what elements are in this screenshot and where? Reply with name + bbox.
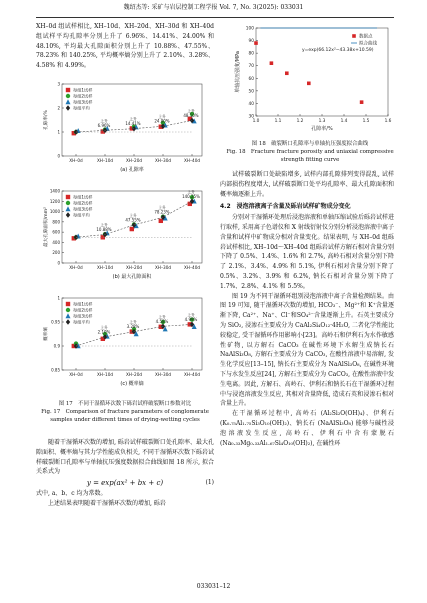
chart-17c [42,296,202,388]
annotation-percent: 4.58% [155,318,169,324]
annotation-up: 上升 [187,312,195,318]
annotation-up: 上升 [129,212,137,218]
y-axis-label: 孔隙率/% [44,110,49,130]
header-rule [36,17,394,18]
annotation-percent: 14.41% [125,121,141,127]
running-header: 魏绍杰等: 采矿与岩层控制工程学报 Vol. 7, No. 3(2025): 033031 [123,4,304,11]
y-tick-label: 40 [248,101,254,107]
x-tick-label: XH–30d [154,372,172,377]
x-tick-label: XH–40d [183,265,201,270]
y-tick-label: 60 [248,76,254,82]
data-point [285,71,289,75]
annotation-up: 上升 [158,314,166,320]
fig18-caption [224,140,396,164]
annotation-percent: 78.23% [154,209,170,215]
annotation-percent: 24.00% [154,118,170,124]
x-tick-label: 1.6 [384,119,392,124]
y-axis-label: 最大孔隙面积/mm² [44,207,49,247]
y-tick-label: 80 [248,51,254,57]
section-4-2-title: 4.2 浸泡溶液离子含量及砾岩试样矿物成分变化 [220,203,351,211]
annotation-up: 上升 [158,114,166,120]
legend-marker [66,201,70,205]
page-number: 033031–12 [196,583,231,590]
legend-marker [352,34,356,38]
left-para-4: 上述结果表明随着干湿循环次数的增加, 砾岩 [48,499,166,507]
y-tick-label: 1000 [49,209,60,215]
x-tick-label: XH–0d [69,372,83,377]
y-tick-label: 0.95 [51,319,60,325]
data-point [159,219,163,223]
y-tick-label: 1 [57,295,60,301]
legend-label: 每组3试样 [73,313,93,319]
annotation-up: 上升 [158,205,166,211]
legend-marker [66,302,70,306]
x-tick-label: 1.3 [318,119,326,124]
legend-label: 数据点 [359,34,373,40]
y-tick-label: 800 [52,219,60,225]
data-point [360,100,364,104]
y-tick-label: 100 [245,26,254,32]
legend-label: 每组平均 [73,319,90,325]
annotation-percent: 10.88% [96,226,112,232]
annotation-percent: 6.96% [97,122,111,128]
chart-18 [234,26,392,133]
x-tick-label: 1.2 [296,119,304,124]
chart-17b [42,189,202,281]
y-tick-label: 2 [57,105,60,111]
x-tick-label: 1.4 [340,119,348,124]
y-tick-label: 0 [57,260,60,266]
fig17-caption [36,400,214,424]
legend-marker [66,195,70,199]
legend-marker [66,94,70,98]
y-tick-label: 3 [57,81,60,87]
right-para-4: 在干湿循环过程中, 高岭石 (Al₂Si₂O(OH)₄)、伊利石 (K₀.₇₅Al₁.₇₅Si₃O₁₀(OH)₂)、钠长石 (NaAlSi₃O₈) 能够与碱性浸泡溶液发生反应, 高岭石、伊利石中含有蒙脱石 (Na₀.₃₃Mg₀.₃₃Al₁.₆₇Si₄O₁₀(OH)₂), 在碱性环 [220,410,394,447]
x-tick-label: XH–10d [96,265,114,270]
x-tick-label: XH–10d [96,372,114,377]
y-tick-label: 1 [57,129,60,135]
x-tick-label: XH–30d [154,265,172,270]
legend-marker [66,105,70,111]
legend-marker [66,313,71,318]
y-axis-label: 单轴抗压强度/MPa [235,51,241,93]
data-point [307,82,311,86]
annotation-up: 上升 [129,116,137,122]
annotation-percent: 140.25% [182,193,200,199]
y-tick-label: 70 [248,64,254,70]
data-point [270,61,274,65]
x-tick-label: XH–0d [69,265,83,270]
figure-18 [228,22,394,140]
panel-title: (b) 最大孔隙面积 [112,274,152,280]
y-tick-label: 600 [52,229,60,235]
left-para-1: XH–0d 组试样相比, XH–10d、XH–20d、XH–30d 和 XH–40d 组试样平均孔隙率分别上升了 6.96%、14.41%、24.00% 和 48.10%, 平均最大孔隙面积分别上升了 10.88%、47.55%、78.23% 和 140.25%, 平均概率熵分别上升了 2.10%、3.28%、4.58% 和 4.99%。 [36,23,214,70]
panel-title: (c) 概率熵 [120,381,144,387]
legend-label: 每组平均 [73,105,90,111]
annotation-percent: 47.55% [125,217,141,223]
legend-label: 每组3试样 [73,99,93,105]
annotation-percent: 3.28% [126,324,140,330]
fig18-caption-cn: 图 18 破裂断口孔隙率与单轴抗压强度拟合曲线 [251,141,369,147]
annotation-percent: 2.10% [97,329,111,335]
x-tick-label: XH–20d [125,158,143,163]
data-point [130,227,134,231]
equation-number: (1) [205,479,214,487]
x-axis-label: 孔隙率/% [311,126,333,132]
x-tick-label: 1.0 [252,119,260,124]
left-column-bottom [36,438,214,509]
panel-title: (a) 孔隙率 [120,167,144,173]
y-tick-label: 1400 [49,188,60,194]
fig17-caption-cn: 图 17 不同干湿循环次数下砾岩试样破裂断口参数对比 [58,401,192,407]
legend-marker [66,308,70,312]
left-column-top [36,22,214,71]
y-tick-label: 30 [248,114,254,120]
legend-label: 每组1试样 [73,194,93,200]
legend-marker [66,99,71,104]
y-tick-label: 0.9 [53,343,60,349]
fit-equation: y=exp(66.12x²−43.38x+10.59) [302,48,374,54]
legend-label: 每组2试样 [73,307,93,313]
fig17-caption-en: Fig. 17 Comparison of fracture parameters of conglomerate samples under different times of drying-wetting cycles [41,409,209,423]
y-tick-label: 200 [52,250,60,256]
x-tick-label: XH–10d [96,158,114,163]
annotation-percent: 48.10% [183,112,199,118]
x-tick-label: XH–40d [183,158,201,163]
data-point [254,41,258,45]
x-tick-label: XH–0d [69,158,83,163]
legend-marker [66,206,71,211]
annotation-up: 上升 [100,324,108,330]
legend-label: 每组1试样 [73,87,93,93]
annotation-up: 上升 [100,118,108,124]
y-axis-label: 概率熵 [44,327,49,341]
y-tick-label: 50 [248,89,254,95]
y-tick-label: 0 [57,153,60,159]
x-tick-label: XH–30d [154,158,172,163]
right-para-1: 试样破裂断口处缺陷增多, 试样内部孔隙排列变得混乱, 试样内部损伤程度增大, 试样破裂断口处平均孔隙率、最大孔隙面积和概率熵逐渐上升。 [220,171,394,198]
x-tick-label: 1.1 [274,119,282,124]
annotation-percent: 4.99% [184,316,198,322]
legend-label: 每组3试样 [73,206,93,212]
figure-17 [36,78,216,398]
legend-label: 每组2试样 [73,200,93,206]
y-tick-label: 1200 [49,198,60,204]
y-tick-label: 400 [52,239,60,245]
legend-marker [66,212,70,218]
right-column [220,170,394,448]
legend-label: 每组平均 [73,212,90,218]
legend-label: 每组1试样 [73,301,93,307]
y-tick-label: 90 [248,39,254,45]
x-tick-label: XH–20d [125,265,143,270]
annotation-up: 上升 [129,319,137,325]
equation-1 [36,477,214,489]
left-para-3: 式中, a、b、c 均为常数。 [36,490,107,498]
legend-marker [66,319,70,325]
y-tick-label: 0.85 [51,367,60,373]
x-tick-label: XH–20d [125,372,143,377]
fig18-caption-en: Fig. 18 Fracture fracture porosity and uniaxial compressive strength fitting curve [226,149,394,163]
left-para-2: 随着干湿循环次数的增加, 砾岩试样破裂断口处孔隙率、最大孔隙面积、概率熵与其力学性能成负相关, 不同干湿循环次数下砾岩试样破裂断口孔隙率与单轴抗压强度数据拟合曲线如图 18 所示, 拟合关系式为 [36,439,214,476]
annotation-up: 上升 [100,222,108,228]
right-para-3: 图 19 为不同干湿循环组别浸泡溶液中离子含量检测结果。由图 19 可知, 随干湿循环次数的增加, HCO₃⁻、Mg²⁺和 K⁺含量逐渐下降, Ca²⁺、Na⁺、Cl⁻和SO₄²⁻含量逐渐上升。石英主要成分为 SiO₂, 浸渗石主要成分为 CaAl₂Si₄O₁₂·4H₂O, 二者化学性能比较稳定, 受干湿循环作用影响小[23]。高岭石和伊利石为水作敏感性矿物, 以方解石 CaCO₃ 在碱性环境下水解生成钠长石 NaAlSi₃O₈, 方解石主要成分为 CaCO₃, 在酸性溶液中易溶解, 发生化学反应[13–15], 钠长石主要成分为 NaAlSi₃O₈, 在碱性环境下与水发生反应[24], 方解石主要成分为 CaCO₃, 在酸性溶液中发生电离。因此, 方解石、高岭石、伊利石和钠长石在干湿循环过程中与浸泡溶液发生反应, 其相对含量降低, 造成石英和浸渗石相对含量上升。 [220,292,394,408]
annotation-up: 上升 [187,108,195,114]
chart-17a [42,82,202,174]
right-para-2: 分别对干湿循环处理后浸泡溶液和单轴压缩试验后砾岩试样进行取样, 采用离子色谱仪和 X 射线衍射仪分别分析浸泡溶液中离子含量和试样中矿物成分相对含量变化。结果表明, 与 XH–0d 组砾岩试样相比, XH–10d～XH–40d 组砾岩试样方解石相对含量分别下降了 0.5%、1.4%、1.6% 和 2.7%, 高岭石相对含量分别下降了 2.1%、3.4%、4.9% 和 5.1%, 伊利石相对含量分别下降了 0.5%、3.2%、3.9% 和 6.2%, 钠长石相对含量分别下降了 1.7%、2.8%、4.1% 和 5.5%。 [220,214,395,290]
equation-text: y = exp(ax² + bx + c) [86,479,164,488]
annotation-up: 上升 [187,189,195,195]
x-tick-label: XH–40d [183,372,201,377]
legend-label: 每组2试样 [73,93,93,99]
legend-marker [66,88,70,92]
legend-label: 拟合曲线 [359,41,377,47]
x-tick-label: 1.5 [362,119,370,124]
